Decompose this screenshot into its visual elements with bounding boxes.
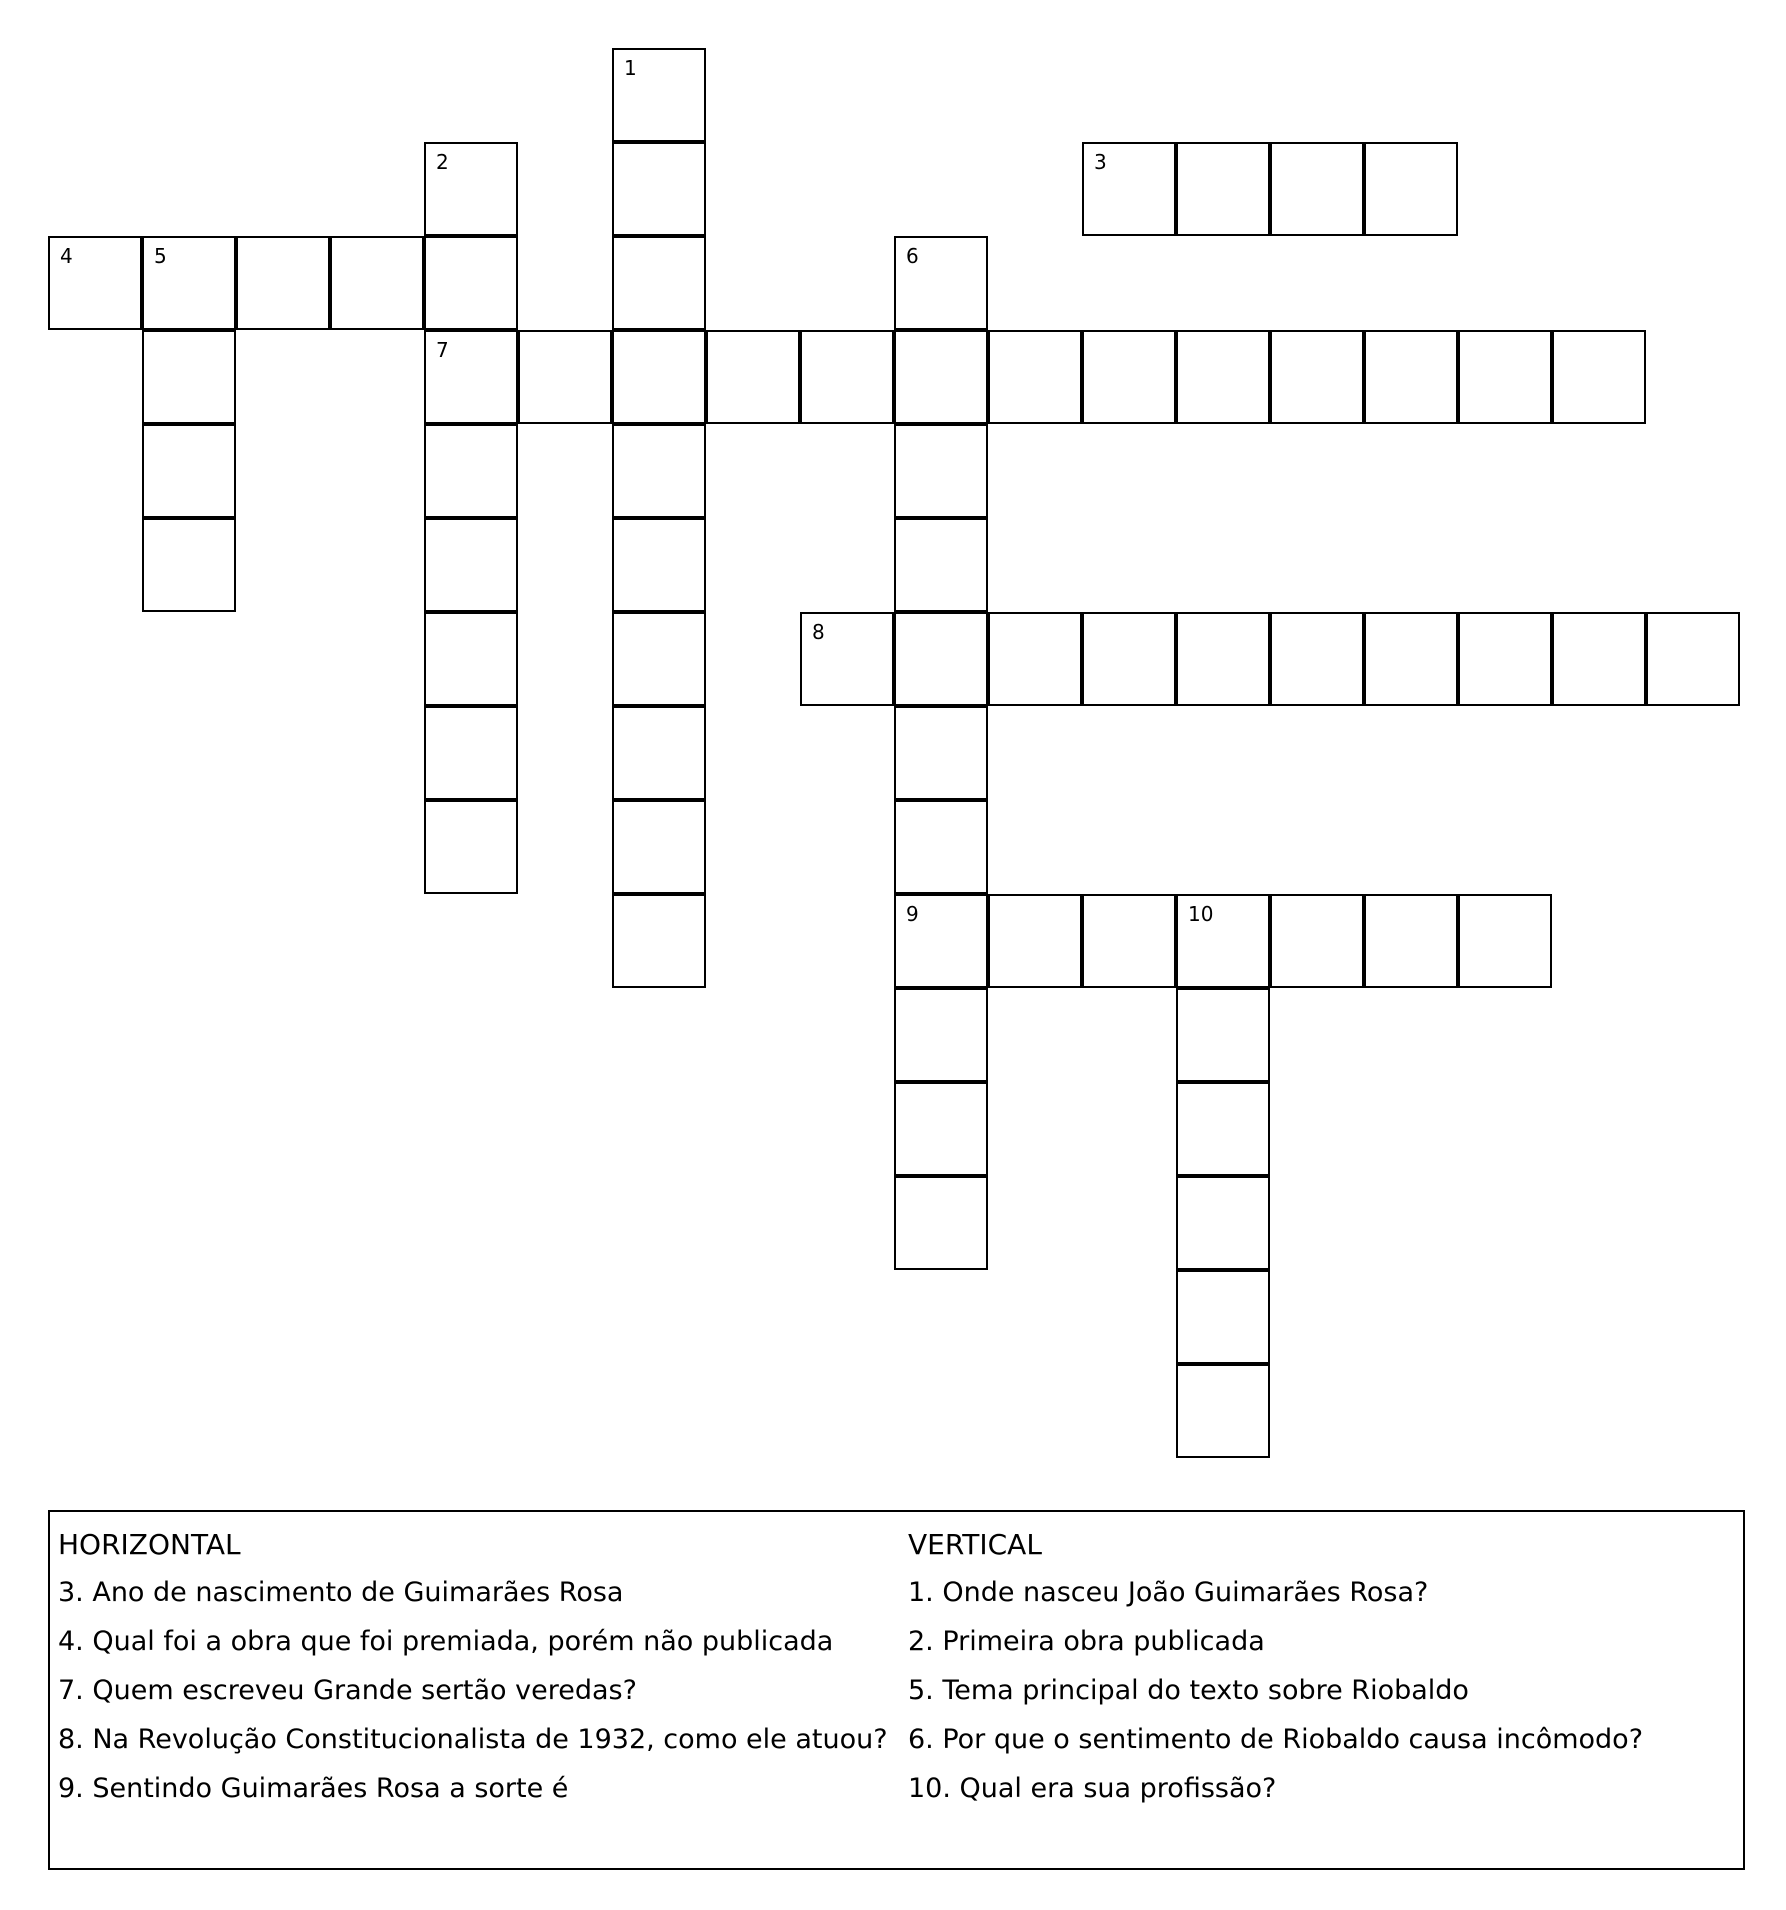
crossword-cell[interactable] [424,612,518,706]
clue-number: 10 [1188,902,1214,926]
crossword-cell[interactable] [424,330,518,424]
crossword-cell[interactable] [894,706,988,800]
crossword-cell[interactable] [1458,612,1552,706]
clue-horizontal-4: 4. Qual foi a obra que foi premiada, porém não publicada [58,1626,834,1657]
clue-number: 4 [60,244,73,268]
clue-vertical-6: 6. Por que o sentimento de Riobaldo causa incômodo? [908,1724,1644,1755]
crossword-cell[interactable] [894,800,988,894]
crossword-cell[interactable] [330,236,424,330]
crossword-cell[interactable] [518,330,612,424]
clue-number: 6 [906,244,919,268]
clue-horizontal-9: 9. Sentindo Guimarães Rosa a sorte é [58,1773,569,1804]
vertical-clues [908,1526,1738,1819]
crossword-cell[interactable] [894,894,988,988]
crossword-cell[interactable] [48,236,142,330]
clue-vertical-1: 1. Onde nasceu João Guimarães Rosa? [908,1577,1429,1608]
crossword-cell[interactable] [1176,988,1270,1082]
clue-horizontal-8: 8. Na Revolução Constitucionalista de 1932, como ele atuou? [58,1724,888,1755]
crossword-cell[interactable] [424,424,518,518]
clue-vertical-2: 2. Primeira obra publicada [908,1626,1265,1657]
clue-number: 9 [906,902,919,926]
crossword-cell[interactable] [612,518,706,612]
clue-number: 2 [436,150,449,174]
crossword-cell[interactable] [894,236,988,330]
crossword-cell[interactable] [1364,894,1458,988]
crossword-cell[interactable] [1082,142,1176,236]
horizontal-title: HORIZONTAL [58,1528,241,1561]
crossword-cell[interactable] [1176,1270,1270,1364]
crossword-cell[interactable] [424,236,518,330]
crossword-cell[interactable] [894,518,988,612]
crossword-cell[interactable] [612,894,706,988]
crossword-cell[interactable] [1176,1364,1270,1458]
clue-number: 7 [436,338,449,362]
clue-number: 1 [624,56,637,80]
crossword-cell[interactable] [424,800,518,894]
clue-horizontal-3: 3. Ano de nascimento de Guimarães Rosa [58,1577,624,1608]
crossword-cell[interactable] [612,330,706,424]
crossword-cell[interactable] [142,518,236,612]
crossword-cell[interactable] [1552,612,1646,706]
horizontal-clues [58,1526,898,1819]
crossword-cell[interactable] [706,330,800,424]
crossword-cell[interactable] [612,706,706,800]
crossword-cell[interactable] [1270,894,1364,988]
crossword-cell[interactable] [142,330,236,424]
crossword-cell[interactable] [1270,612,1364,706]
crossword-cell[interactable] [142,424,236,518]
crossword-cell[interactable] [612,142,706,236]
crossword-cell[interactable] [1364,330,1458,424]
crossword-cell[interactable] [1270,142,1364,236]
crossword-cell[interactable] [1176,330,1270,424]
crossword-cell[interactable] [894,1176,988,1270]
crossword-cell[interactable] [612,48,706,142]
crossword-cell[interactable] [1458,330,1552,424]
crossword-cell[interactable] [1082,612,1176,706]
crossword-cell[interactable] [612,800,706,894]
crossword-cell[interactable] [1176,142,1270,236]
crossword-cell[interactable] [1552,330,1646,424]
crossword-cell[interactable] [1646,612,1740,706]
crossword-cell[interactable] [1082,330,1176,424]
crossword-cell[interactable] [988,894,1082,988]
clue-vertical-5: 5. Tema principal do texto sobre Riobaldo [908,1675,1469,1706]
crossword-cell[interactable] [988,330,1082,424]
crossword-cell[interactable] [612,612,706,706]
crossword-cell[interactable] [894,330,988,424]
crossword-cell[interactable] [894,988,988,1082]
crossword-cell[interactable] [800,612,894,706]
crossword-cell[interactable] [800,330,894,424]
crossword-cell[interactable] [894,424,988,518]
vertical-title: VERTICAL [908,1528,1042,1561]
clue-number: 3 [1094,150,1107,174]
crossword-cell[interactable] [612,236,706,330]
clue-number: 5 [154,244,167,268]
crossword-cell[interactable] [894,1082,988,1176]
crossword-cell[interactable] [1176,612,1270,706]
crossword-cell[interactable] [1176,1082,1270,1176]
crossword-cell[interactable] [424,518,518,612]
crossword-cell[interactable] [1082,894,1176,988]
clue-horizontal-7: 7. Quem escreveu Grande sertão veredas? [58,1675,637,1706]
crossword-cell[interactable] [612,424,706,518]
crossword-cell[interactable] [424,142,518,236]
crossword-cell[interactable] [424,706,518,800]
crossword-cell[interactable] [142,236,236,330]
crossword-cell[interactable] [894,612,988,706]
crossword-cell[interactable] [1458,894,1552,988]
clue-vertical-10: 10. Qual era sua profissão? [908,1773,1277,1804]
crossword-cell[interactable] [1270,330,1364,424]
crossword-cell[interactable] [1176,1176,1270,1270]
crossword-cell[interactable] [1364,142,1458,236]
clues-box [48,1510,1745,1870]
crossword-cell[interactable] [1364,612,1458,706]
clue-number: 8 [812,620,825,644]
crossword-cell[interactable] [236,236,330,330]
crossword-cell[interactable] [1176,894,1270,988]
crossword-cell[interactable] [988,612,1082,706]
